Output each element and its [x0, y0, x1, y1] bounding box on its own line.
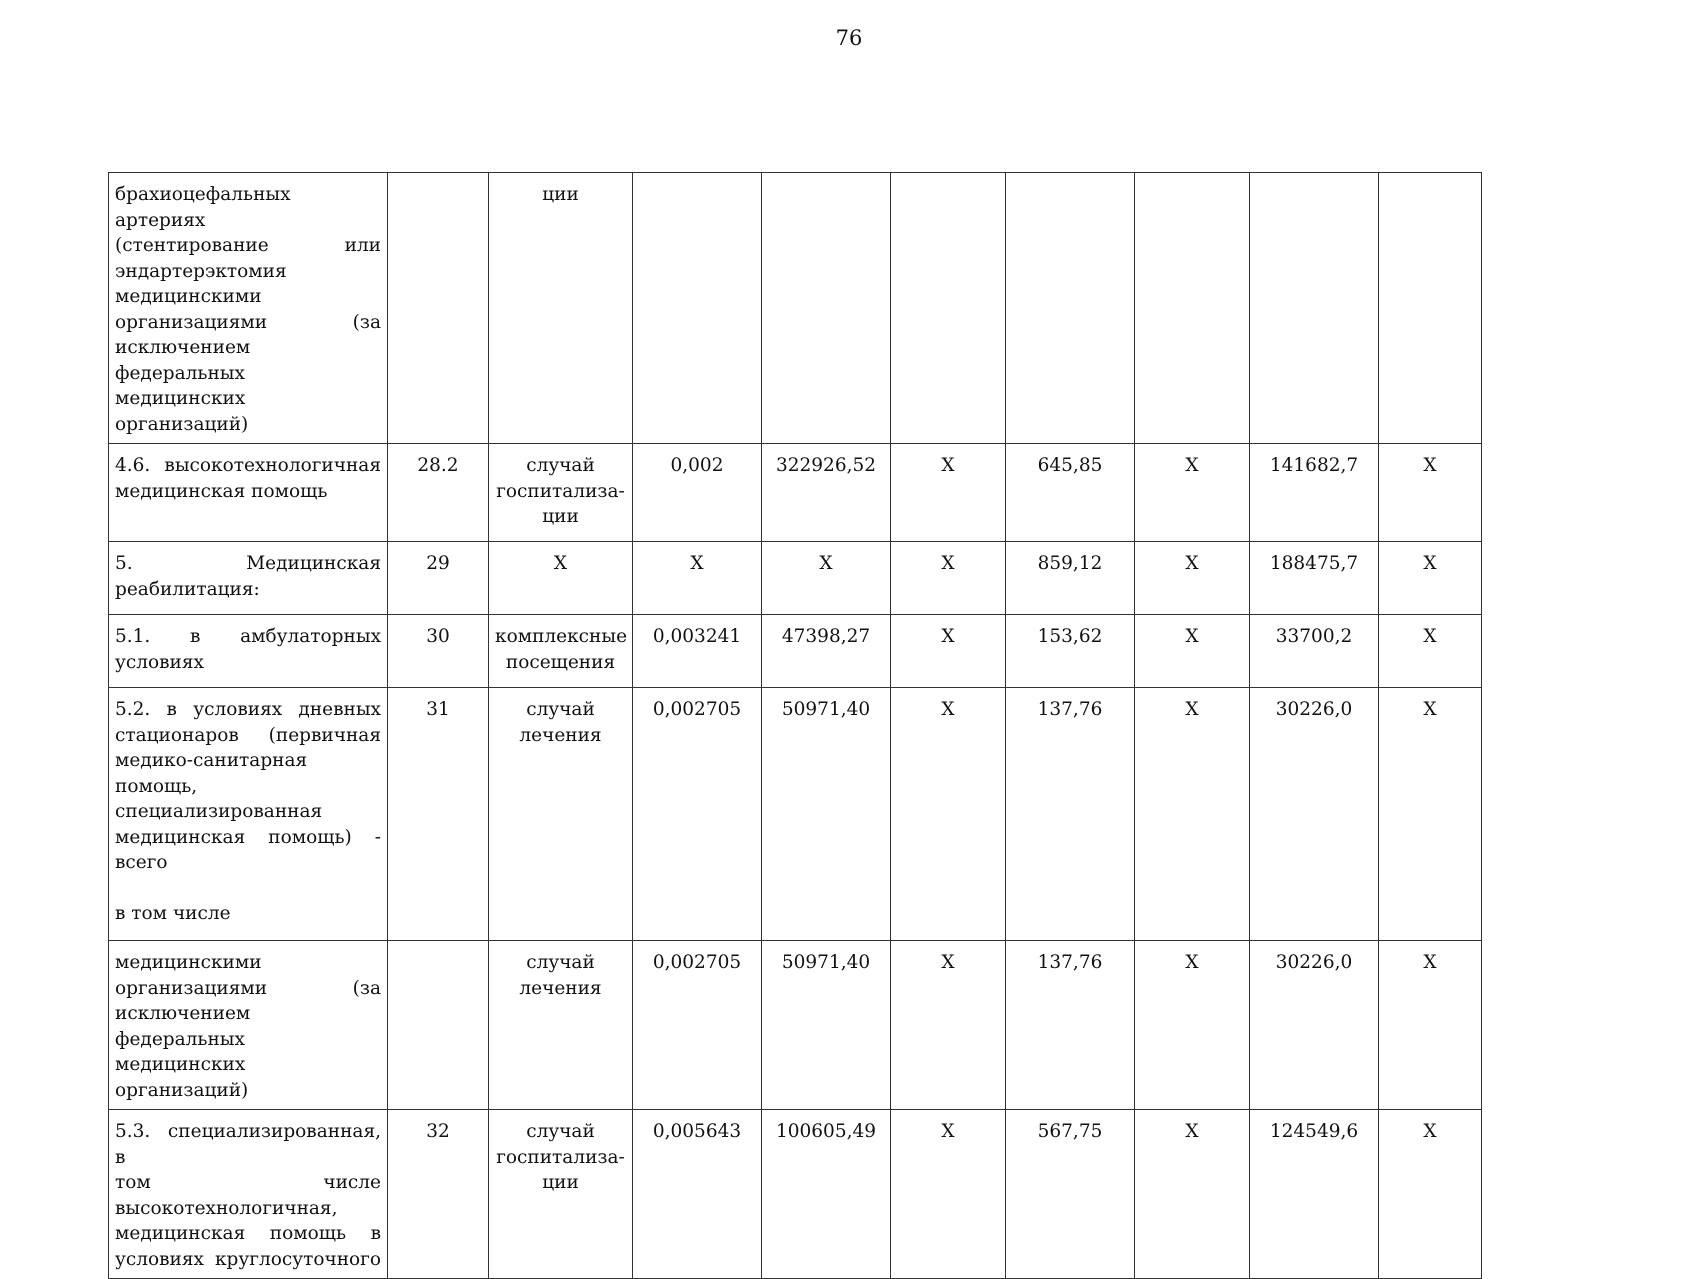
x-cell-1: X [891, 444, 1006, 542]
cost-cell [762, 173, 891, 444]
unit-cell [489, 615, 633, 688]
row-name-line: медицинская помощь) - [115, 826, 381, 848]
row-name-line: всего [115, 852, 168, 873]
rate-cell: 0,005643 [633, 1110, 762, 1279]
unit-line: госпитализа- [496, 480, 625, 502]
x-cell-2: X [1135, 542, 1250, 615]
x-cell-2 [1135, 173, 1250, 444]
x-cell-2: X [1135, 688, 1250, 941]
row-number-cell: 32 [388, 1110, 489, 1279]
cost-cell: X [762, 542, 891, 615]
x-cell-1: X [891, 1110, 1006, 1279]
amount-cell: 137,76 [1006, 941, 1135, 1110]
total-cell [1250, 173, 1379, 444]
x-cell-1: X [891, 941, 1006, 1110]
x-cell-2: X [1135, 444, 1250, 542]
row-name-line: помощь, [115, 775, 198, 797]
total-cell: 141682,7 [1250, 444, 1379, 542]
row-name-line: эндартерэктомия [115, 260, 287, 282]
row-number-cell: 29 [388, 542, 489, 615]
row-name-line: исключением федеральных [115, 337, 251, 384]
cost-cell: 100605,49 [762, 1110, 891, 1279]
data-table [108, 172, 1482, 1279]
unit-line: случай [526, 455, 595, 476]
unit-cell [489, 941, 633, 1110]
row-name-line: организациями (за [115, 977, 381, 999]
blank-line [115, 876, 381, 902]
unit-line: госпитализа- [496, 1146, 625, 1168]
row-name-line: высокотехнологичная, [115, 1197, 338, 1219]
rate-cell: 0,003241 [633, 615, 762, 688]
row-name-line: 5.2. в условиях дневных [115, 699, 381, 720]
unit-line: ции [542, 1172, 579, 1193]
unit-line: ции [542, 506, 579, 527]
table-row [109, 1110, 1482, 1279]
total-cell: 33700,2 [1250, 615, 1379, 688]
table-row [109, 941, 1482, 1110]
amount-cell: 567,75 [1006, 1110, 1135, 1279]
x-cell-2: X [1135, 615, 1250, 688]
row-name-cell [109, 1110, 388, 1279]
row-name-cell [109, 542, 388, 615]
amount-cell: 153,62 [1006, 615, 1135, 688]
table-row [109, 688, 1482, 941]
row-name-cell [109, 941, 388, 1110]
row-name-line: в том числе [115, 903, 231, 924]
table-row [109, 444, 1482, 542]
unit-line: лечения [519, 977, 602, 999]
x-cell-3: X [1379, 1110, 1482, 1279]
x-cell-3: X [1379, 941, 1482, 1110]
row-name-line: медицинских организаций) [115, 1054, 249, 1101]
row-number-cell: 30 [388, 615, 489, 688]
row-name-line: условиях круглосуточного [115, 1248, 381, 1270]
row-name-line: стационаров (первичная [115, 724, 381, 746]
row-number-cell [388, 173, 489, 444]
x-cell-3 [1379, 173, 1482, 444]
unit-line: случай [526, 699, 595, 720]
row-name-line: организациями (за [115, 311, 381, 333]
cost-cell: 50971,40 [762, 688, 891, 941]
row-name-line: исключением федеральных [115, 1003, 251, 1050]
x-cell-1: X [891, 615, 1006, 688]
unit-line: лечения [519, 724, 602, 746]
amount-cell: 859,12 [1006, 542, 1135, 615]
cost-cell: 47398,27 [762, 615, 891, 688]
amount-cell: 137,76 [1006, 688, 1135, 941]
unit-line: случай [526, 952, 595, 973]
unit-line: случай [526, 1121, 595, 1142]
row-name-line: медицинских организаций) [115, 388, 249, 435]
rate-cell: 0,002705 [633, 688, 762, 941]
amount-cell [1006, 173, 1135, 444]
row-name-line: 5.3. специализированная, в [115, 1121, 381, 1168]
cost-cell: 322926,52 [762, 444, 891, 542]
x-cell-3: X [1379, 444, 1482, 542]
x-cell-1 [891, 173, 1006, 444]
x-cell-2: X [1135, 941, 1250, 1110]
row-name-cell [109, 615, 388, 688]
x-cell-3: X [1379, 542, 1482, 615]
row-name-line: 5.1. в амбулаторных [115, 626, 381, 647]
total-cell: 30226,0 [1250, 688, 1379, 941]
x-cell-3: X [1379, 615, 1482, 688]
x-cell-1: X [891, 542, 1006, 615]
unit-line: ции [542, 184, 579, 205]
x-cell-3: X [1379, 688, 1482, 941]
unit-cell [489, 173, 633, 444]
row-name-line: условиях [115, 651, 204, 673]
rate-cell [633, 173, 762, 444]
rate-cell: X [633, 542, 762, 615]
unit-cell [489, 444, 633, 542]
row-name-line: том числе [115, 1172, 381, 1193]
total-cell: 30226,0 [1250, 941, 1379, 1110]
total-cell: 188475,7 [1250, 542, 1379, 615]
table-body [109, 173, 1482, 1279]
unit-cell [489, 542, 633, 615]
rate-cell: 0,002 [633, 444, 762, 542]
row-number-cell: 31 [388, 688, 489, 941]
x-cell-1: X [891, 688, 1006, 941]
row-name-line: специализированная [115, 801, 323, 822]
row-name-line: брахиоцефальных артериях [115, 184, 291, 231]
row-name-line: реабилитация: [115, 578, 260, 600]
row-name-line: медицинская помощь [115, 480, 328, 502]
unit-line: комплексные [495, 626, 628, 647]
row-name-cell [109, 173, 388, 444]
amount-cell: 645,85 [1006, 444, 1135, 542]
row-name-line: медицинскими [115, 952, 262, 973]
row-number-cell: 28.2 [388, 444, 489, 542]
total-cell: 124549,6 [1250, 1110, 1379, 1279]
page-number: 76 [835, 26, 863, 50]
table-row [109, 542, 1482, 615]
row-name-line: 4.6. высокотехнологичная [115, 455, 381, 476]
unit-line: X [553, 553, 568, 574]
table-row [109, 173, 1482, 444]
cost-cell: 50971,40 [762, 941, 891, 1110]
x-cell-2: X [1135, 1110, 1250, 1279]
unit-cell [489, 688, 633, 941]
row-name-line: медицинская помощь в [115, 1223, 381, 1244]
table-row [109, 615, 1482, 688]
row-name-line: медицинскими [115, 286, 262, 307]
row-name-line: (стентирование или [115, 235, 381, 256]
unit-cell [489, 1110, 633, 1279]
row-name-cell [109, 444, 388, 542]
row-number-cell [388, 941, 489, 1110]
rate-cell: 0,002705 [633, 941, 762, 1110]
row-name-line: медико-санитарная [115, 750, 308, 771]
row-name-cell [109, 688, 388, 941]
row-name-line: 5. Медицинская [115, 553, 381, 574]
unit-line: посещения [505, 651, 616, 673]
